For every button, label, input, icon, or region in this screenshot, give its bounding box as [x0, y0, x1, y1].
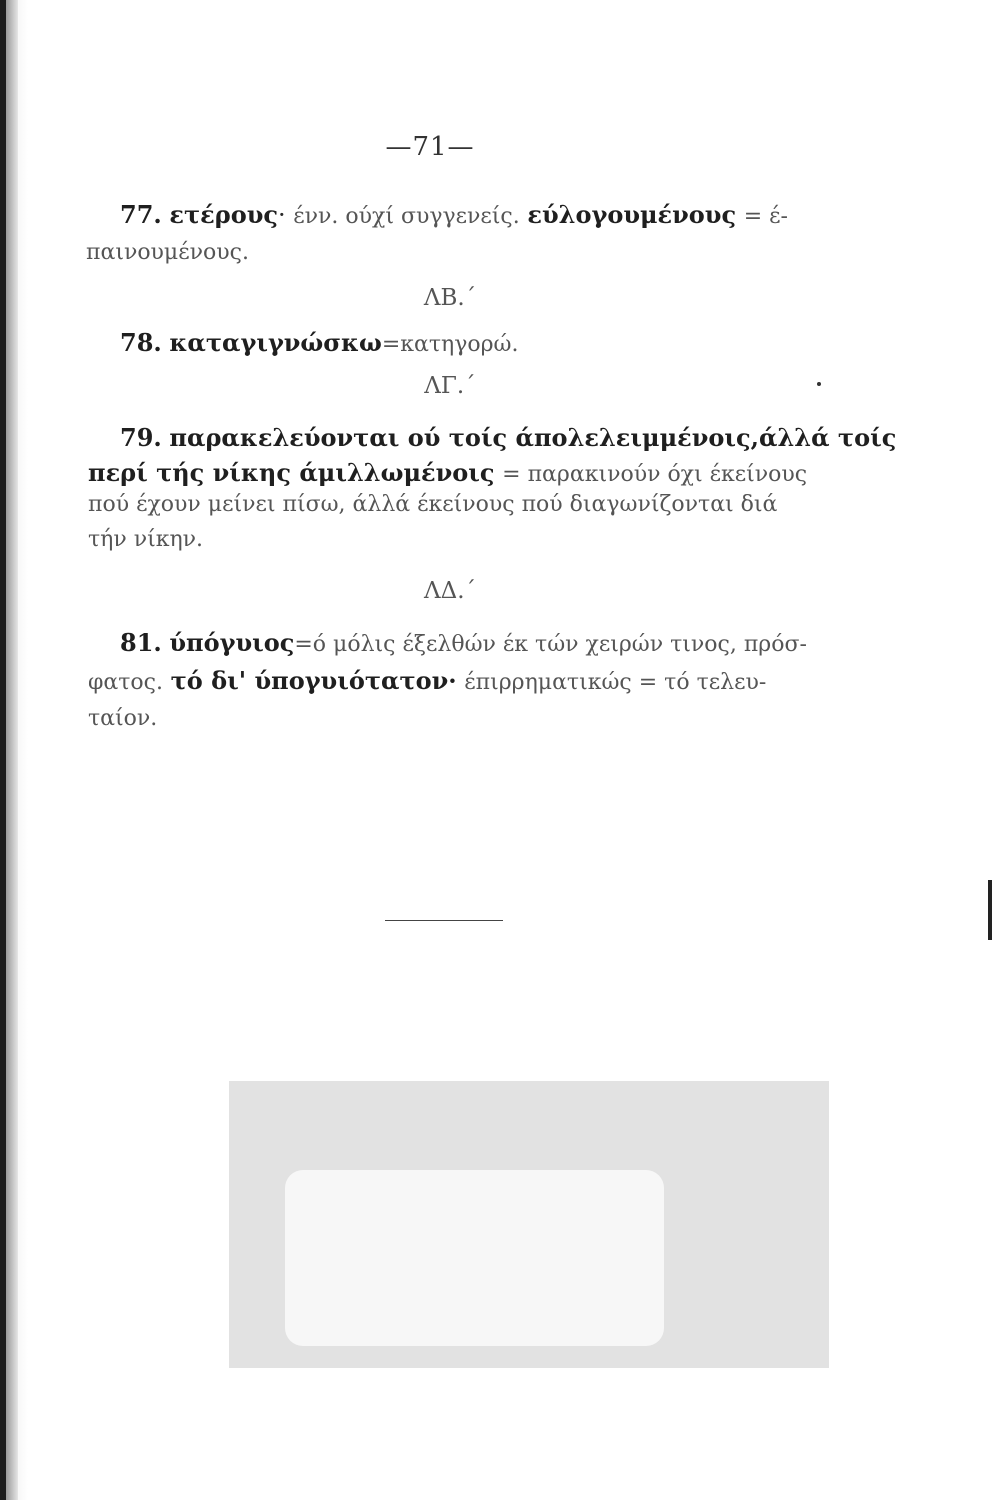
entry-79-line-1 [120, 423, 896, 452]
page-number: —71— [385, 132, 475, 162]
lemma: περί τής νίκης άμιλλωμένοις [88, 458, 495, 487]
entry-81-line-1 [120, 628, 807, 657]
lemma: παρακελεύονται ού τοίς άπολελειμμένοις,άλλά τοίς [169, 423, 897, 452]
entry-81-line-2 [88, 666, 766, 695]
gloss: έπιρρηματικώς = τό τελευ- [464, 670, 767, 695]
lemma: ετέρους [169, 200, 278, 229]
entry-79-line-3: πού έχουν μείνει πίσω, άλλά έκείνους πού διαγωνίζονται διά [88, 492, 778, 517]
entry-81-line-3: ταίον. [88, 706, 158, 731]
section-heading-lb: ΛΒ.΄ [423, 285, 477, 311]
gloss: φατος. [88, 670, 163, 695]
faded-stamp-inner [285, 1170, 664, 1346]
section-heading-ld: ΛΔ.΄ [423, 578, 477, 604]
lemma: καταγιγνώσκω [169, 328, 382, 357]
entry-77-line-1: 77. ετέρους· ένν. ούχί συγγενείς. εύλογουμένους = έ- [120, 200, 788, 229]
edge-mark [988, 880, 992, 940]
entry-number: 79. [120, 423, 162, 452]
lemma: ύπόγυιος [169, 628, 295, 657]
gloss: ένν. ούχί συγγενείς. [293, 204, 520, 229]
stray-dot [817, 382, 821, 386]
spine-gradient [6, 0, 18, 1500]
entry-number: 81. [120, 628, 162, 657]
lemma: τό δι' ύπογυιότατον· [170, 666, 457, 695]
entry-78-line-1 [120, 328, 518, 357]
lemma: εύλογουμένους [527, 200, 737, 229]
gloss: =κατηγορώ. [381, 332, 519, 357]
entry-79-line-2 [88, 458, 807, 487]
gloss: = έ- [743, 204, 788, 229]
end-rule [385, 920, 503, 921]
section-heading-lg: ΛΓ.΄ [424, 373, 476, 399]
entry-77-line-2: παινουμένους. [86, 240, 249, 265]
entry-number: 77. [120, 200, 162, 229]
gloss: =ό μόλις έξελθών έκ τών χειρών τινος, πρόσ- [294, 632, 807, 657]
entry-number: 78. [120, 328, 162, 357]
entry-79-line-4: τήν νίκην. [88, 527, 204, 552]
gloss: = παρακινούν όχι έκείνους [502, 462, 808, 487]
